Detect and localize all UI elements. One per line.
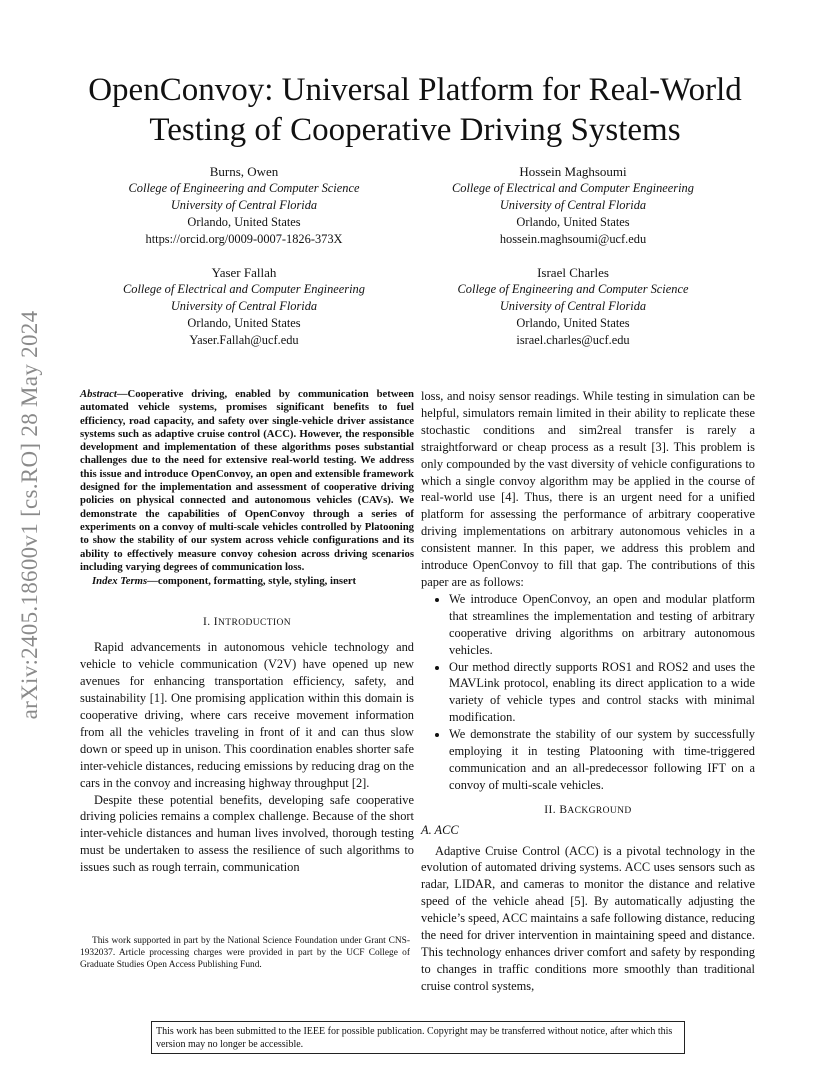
author-dept: College of Electrical and Computer Engineering xyxy=(123,282,365,296)
author-orcid-link[interactable]: https://orcid.org/0009-0007-1826-373X xyxy=(145,232,343,246)
title-line-1: OpenConvoy: Universal Platform for Real-World xyxy=(88,72,742,108)
intro-paragraph-3: loss, and noisy sensor readings. While testing in simulation can be helpful, simulators remain limited in their ability to replicate these stochastic conditions and sim2real transfer is rarely a straightforward or cheap process as a result [3]. This problem is only compounded by the vast diversity of vehicle configurations to which a single convoy algorithm may be applied in the course of real-world use [4]. Thus, there is an urgent need for a unified platform for assessing the performance of arbitrary cooperative driving implementations on arbitrary autonomous vehicles in a consistent manner. In this paper, we address this problem and introduce OpenConvoy to fill that gap. The contributions of this paper are as follows: xyxy=(421,389,755,589)
contributions-list xyxy=(421,591,755,794)
abstract-text: —Cooperative driving, enabled by communication between automated vehicle systems, promises significant benefits to fuel efficiency, road capacity, and safety over single-vehicle driver assistance systems such as adaptive cruise control (ACC). However, the responsible development and implementation of these algorithms poses substantial challenges due to the need for extensive real-world testing. We address this issue and introduce OpenConvoy, an open and extensible framework designed for the implementation and assessment of cooperative driving policies on physical connected and autonomous vehicles (CAVs). We demonstrate the capabilities of OpenConvoy through a series of experiments on a convoy of multi-scale vehicles controlled by Platooning to show the stability of our system across vehicle configurations and its ability to effectively measure convoy cohesion across driving scenarios including varying degrees of communication loss. xyxy=(80,388,414,573)
author-dept: College of Engineering and Computer Science xyxy=(457,282,689,296)
author-dept: College of Electrical and Computer Engineering xyxy=(452,181,694,195)
section-heading-background: II. BACKGROUND xyxy=(544,803,632,816)
author-univ: University of Central Florida xyxy=(170,299,318,313)
subsection-heading-acc: A. ACC xyxy=(421,822,459,837)
arxiv-sidebar xyxy=(0,270,60,760)
index-terms-lead: Index Terms xyxy=(92,575,148,588)
author-location: Orlando, United States xyxy=(187,316,301,330)
left-column xyxy=(80,388,414,876)
right-column xyxy=(421,388,755,995)
title-line-2: Testing of Cooperative Driving Systems xyxy=(149,112,681,148)
list-item: • We introduce OpenConvoy, an open and modular platform that streamlines the implementation and testing of arbitrary cooperative driving algorithms on arbitrary autonomous vehicles. xyxy=(449,591,755,659)
author-univ: University of Central Florida xyxy=(499,198,647,212)
author-name: Yaser Fallah xyxy=(211,265,277,280)
index-terms xyxy=(80,575,414,588)
abstract xyxy=(80,388,414,574)
author-location: Orlando, United States xyxy=(187,215,301,229)
author-name: Hossein Maghsoumi xyxy=(519,164,627,179)
author-univ: University of Central Florida xyxy=(170,198,318,212)
author-block-1 xyxy=(79,163,409,248)
author-location: Orlando, United States xyxy=(516,316,630,330)
author-name: Israel Charles xyxy=(537,265,609,280)
author-name: Burns, Owen xyxy=(209,164,279,179)
author-email-link[interactable]: israel.charles@ucf.edu xyxy=(516,333,630,347)
list-item: • Our method directly supports ROS1 and ROS2 and uses the MAVLink protocol, enabling its direct application to a wide variety of vehicle types and control stacks with minimal modification. xyxy=(449,659,755,727)
abstract-lead: Abstract xyxy=(80,388,117,400)
author-email-link[interactable]: hossein.maghsoumi@ucf.edu xyxy=(499,232,647,246)
author-dept: College of Engineering and Computer Science xyxy=(128,181,360,195)
intro-paragraph-1: Rapid advancements in autonomous vehicle technology and vehicle to vehicle communication (V2V) have opened up new avenues for enhancing transportation efficiency, safety, and sustainability [1]. One promising application within this domain is cooperative driving, where cars receive movement information from all the vehicles traveling in front of it and can thus slow down or speed up in unison. This coordination enables shorter safe inter-vehicle distances, reducing emissions by reducing drag on the cars in the convoy and increasing highway throughput [2]. xyxy=(80,640,414,790)
author-block-3 xyxy=(79,264,409,349)
intro-paragraph-2: Despite these potential benefits, developing safe cooperative driving policies remains a complex challenge. Because of the short inter-vehicle distances and human lives involved, thorough testing must be undertaken to assess the resilience of such algorithms to issues such as rough terrain, communication xyxy=(80,792,414,875)
acc-paragraph: Adaptive Cruise Control (ACC) is a pivotal technology in the evolution of automated driving systems. ACC uses sensors such as radar, LIDAR, and cameras to monitor the distance and relative speed of the vehicle ahead [5]. By automatically adjusting the vehicle’s speed, ACC maintains a safe following distance, reducing the need for driver intervention in maintaining speed and distance. This technology enhances driver comfort and safety by responding to changes in traffic conditions more smoothly than traditional cruise control systems, xyxy=(421,843,755,993)
author-univ: University of Central Florida xyxy=(499,299,647,313)
index-terms-text: —component, formatting, style, styling, insert xyxy=(147,575,357,588)
author-location: Orlando, United States xyxy=(516,215,630,229)
funding-footnote: This work supported in part by the National Science Foundation under Grant CNS-1932037. Article processing charges were provided in part by the UCF College of Graduate Studies Open Access Publishing Fund. xyxy=(80,936,410,970)
ieee-submission-notice: This work has been submitted to the IEEE for possible publication. Copyright may be transferred without notice, after which this version may no longer be accessible. xyxy=(151,1021,685,1054)
arxiv-identifier[interactable]: arXiv:2405.18600v1 [cs.RO] 28 May 2024 xyxy=(17,310,42,720)
author-block-2 xyxy=(408,163,738,248)
list-item: • We demonstrate the stability of our system by successfully employing it in testing Platooning with time-triggered communication and an all-predecessor following IFT on a convoy of multi-scale vehicles. xyxy=(449,726,755,794)
author-email-link[interactable]: Yaser.Fallah@ucf.edu xyxy=(189,333,299,347)
author-block-4 xyxy=(408,264,738,349)
paper-title xyxy=(60,70,770,150)
section-heading-introduction: I. INTRODUCTION xyxy=(202,616,292,629)
